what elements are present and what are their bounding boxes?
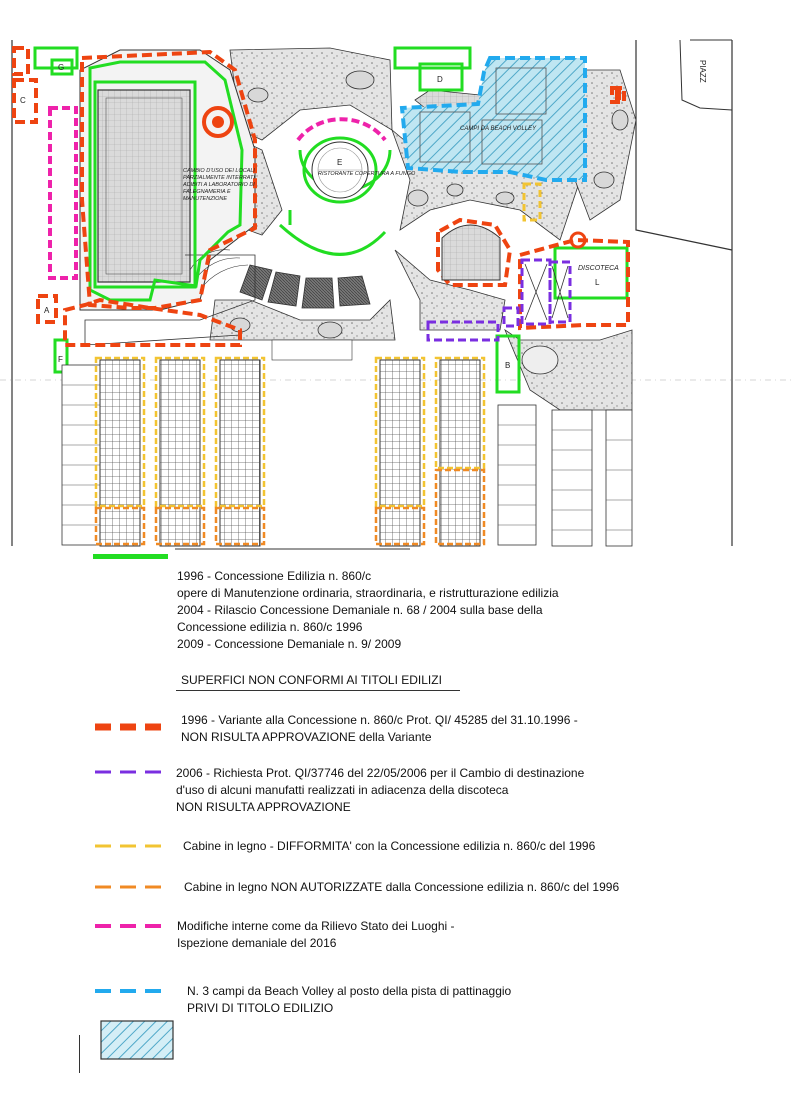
legend-red-line1: 1996 - Variante alla Concessione n. 860/c Prot. QI/ 45285 del 31.10.1996 -	[181, 713, 578, 727]
legend-green-line4: Concessione edilizia n. 860/c 1996	[177, 620, 363, 634]
legend-green-line2: opere di Manutenzione ordinaria, straordinaria, e ristrutturazione edilizia	[177, 586, 559, 600]
legend-cyan-line1: N. 3 campi da Beach Volley al posto della pista di pattinaggio	[187, 984, 512, 998]
legend-cyan-line2: PRIVI DI TITOLO EDILIZIO	[187, 1001, 334, 1015]
legend-green-line1: 1996 - Concessione Edilizia n. 860/c	[177, 569, 372, 583]
legend-nonconform-heading: SUPERFICI NON CONFORMI AI TITOLI EDILIZI	[181, 673, 442, 687]
legend-magenta-line1: Modifiche interne come da Rilievo Stato dei Luoghi -	[177, 919, 455, 933]
legend-key-hatch	[100, 1020, 174, 1060]
pool-note-box	[183, 168, 255, 230]
legend-key-yellow	[95, 842, 170, 850]
label-building-d: D	[437, 75, 443, 84]
legend-left-rule	[79, 1035, 80, 1073]
legend-green-line3: 2004 - Rilascio Concessione Demaniale n. 68 / 2004 sulla base della	[177, 603, 543, 617]
pool-note: CAMBIO D'USO DEI LOCALI PARZIALMENTE INTERRATI ADIBITI A LABORATORIO DI FALEGNAMERIA E MANUTENZIONE	[183, 168, 255, 202]
label-building-a: A	[44, 306, 50, 315]
legend-key-orange	[95, 883, 170, 891]
legend-orange-text: Cabine in legno NON AUTORIZZATE dalla Concessione edilizia n. 860/c del 1996	[184, 880, 620, 894]
legend-yellow-text: Cabine in legno - DIFFORMITA' con la Concessione edilizia n. 860/c del 1996	[183, 839, 596, 853]
restaurant-building	[312, 142, 368, 198]
label-beach-volley: CAMPI DA BEACH VOLLEY	[460, 126, 537, 132]
label-building-l: L	[595, 278, 600, 287]
legend-purple-line2: d'uso di alcuni manufatti realizzati in adiacenza della discoteca	[176, 783, 509, 797]
label-building-g: G	[58, 63, 65, 72]
label-building-b: B	[505, 361, 511, 370]
legend-key-red	[95, 722, 170, 732]
legend-key-green	[93, 554, 168, 559]
legend-key-magenta	[95, 922, 170, 930]
legend-heading-rule	[176, 690, 460, 691]
label-discoteca: DISCOTECA	[578, 265, 619, 272]
label-piazza: PIAZZ	[698, 60, 707, 83]
legend-green-line5: 2009 - Concessione Demaniale n. 9/ 2009	[177, 637, 402, 651]
legend-purple-line1: 2006 - Richiesta Prot. QI/37746 del 22/05/2006 per il Cambio di destinazione	[176, 766, 585, 780]
label-building-c: C	[20, 96, 26, 105]
rounded-building	[442, 225, 500, 280]
legend-key-cyan	[95, 987, 170, 995]
legend-magenta-line2: Ispezione demaniale del 2016	[177, 936, 337, 950]
label-building-e: E	[337, 158, 343, 167]
label-ristorante: RISTORANTE COPERTURA A FUNGO	[318, 171, 416, 177]
label-building-f: F	[58, 355, 63, 364]
legend-key-purple	[95, 768, 170, 776]
legend-red-line2: NON RISULTA APPROVAZIONE della Variante	[181, 730, 432, 744]
legend-purple-line3: NON RISULTA APPROVAZIONE	[176, 800, 351, 814]
